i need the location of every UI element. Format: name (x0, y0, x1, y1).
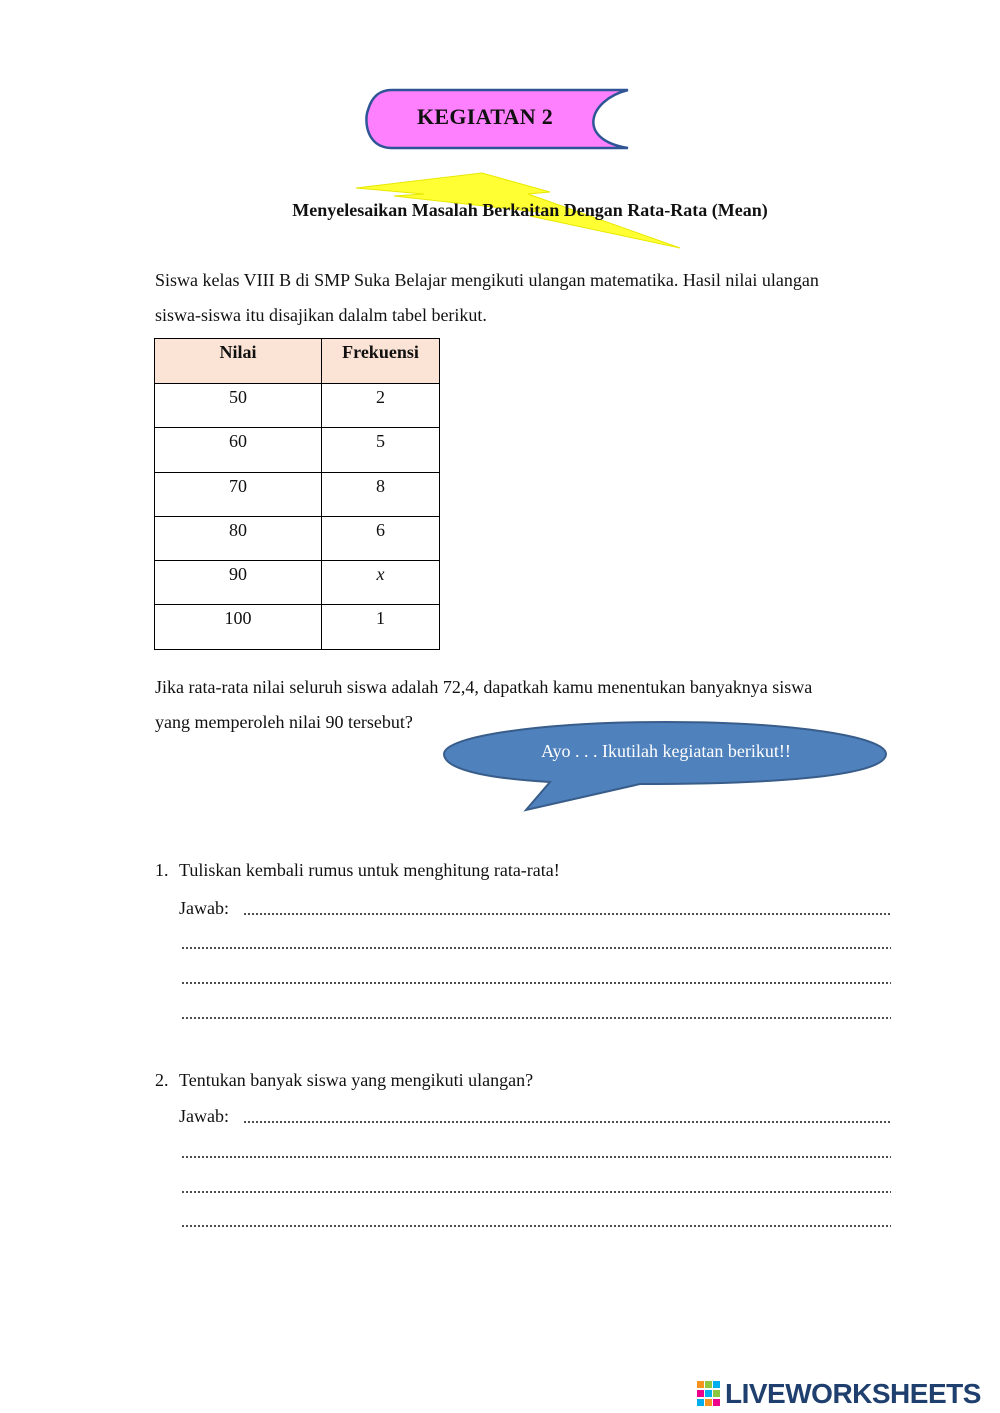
cell-frekuensi: 6 (322, 516, 440, 560)
dotted-line (181, 947, 891, 949)
dotted-line (243, 913, 891, 915)
cell-nilai: 50 (155, 384, 322, 428)
cell-frekuensi-unknown: x (322, 561, 440, 605)
dotted-line (181, 982, 891, 984)
cell-frekuensi: 1 (322, 605, 440, 649)
table-row (155, 428, 440, 472)
cell-frekuensi: 2 (322, 384, 440, 428)
answer-label: Jawab: (179, 1106, 229, 1126)
dotted-line (181, 1017, 891, 1019)
activity-title: KEGIATAN 2 (416, 104, 554, 129)
table-row (155, 605, 440, 649)
problem-line-1: Jika rata-rata nilai seluruh siswa adalah 72,4, dapatkah kamu menentukan banyaknya siswa (155, 677, 813, 697)
answer-line[interactable] (179, 1141, 891, 1161)
cell-frekuensi: 8 (322, 472, 440, 516)
cell-nilai: 70 (155, 472, 322, 516)
intro-paragraph (155, 263, 915, 333)
answer-line[interactable] (179, 1002, 891, 1022)
dotted-line (181, 1225, 891, 1227)
question-number: 2. (155, 1070, 169, 1090)
answer-line[interactable] (179, 967, 891, 987)
answer-line[interactable] (179, 1106, 891, 1126)
question-text: Tentukan banyak siswa yang mengikuti ulangan? (179, 1070, 534, 1090)
cell-nilai: 60 (155, 428, 322, 472)
speech-bubble-text: Ayo . . . Ikutilah kegiatan berikut!! (541, 741, 791, 761)
table-row (155, 384, 440, 428)
table-row (155, 516, 440, 560)
table-row (155, 561, 440, 605)
problem-line-2: yang memperoleh nilai 90 tersebut? (155, 712, 413, 732)
table-row (155, 472, 440, 516)
section-subtitle: Menyelesaikan Masalah Berkaitan Dengan Rata-Rata (Mean) (292, 200, 768, 220)
table-header-row (155, 339, 440, 384)
answer-line[interactable] (179, 898, 891, 918)
answer-line[interactable] (179, 1176, 891, 1196)
frequency-table (154, 338, 440, 650)
cell-nilai: 90 (155, 561, 322, 605)
question-text: Tuliskan kembali rumus untuk menghitung rata-rata! (179, 860, 560, 880)
intro-line-2: siswa-siswa itu disajikan dalalm tabel berikut. (155, 305, 487, 325)
answer-line[interactable] (179, 932, 891, 952)
dotted-line (181, 1191, 891, 1193)
dotted-line (181, 1156, 891, 1158)
intro-line-1: Siswa kelas VIII B di SMP Suka Belajar mengikuti ulangan matematika. Hasil nilai ulangan (155, 270, 819, 290)
liveworksheets-logo[interactable] (697, 1378, 981, 1410)
header-frekuensi: Frekuensi (322, 339, 440, 384)
dotted-line (243, 1121, 891, 1123)
liveworksheets-logo-icon (697, 1381, 721, 1407)
liveworksheets-logo-text: LIVEWORKSHEETS (725, 1378, 981, 1409)
cell-frekuensi: 5 (322, 428, 440, 472)
question-number: 1. (155, 860, 169, 880)
speech-bubble-shape (440, 718, 892, 814)
cell-nilai: 100 (155, 605, 322, 649)
cell-nilai: 80 (155, 516, 322, 560)
header-nilai: Nilai (155, 339, 322, 384)
answer-label: Jawab: (179, 898, 229, 918)
answer-line[interactable] (179, 1210, 891, 1230)
